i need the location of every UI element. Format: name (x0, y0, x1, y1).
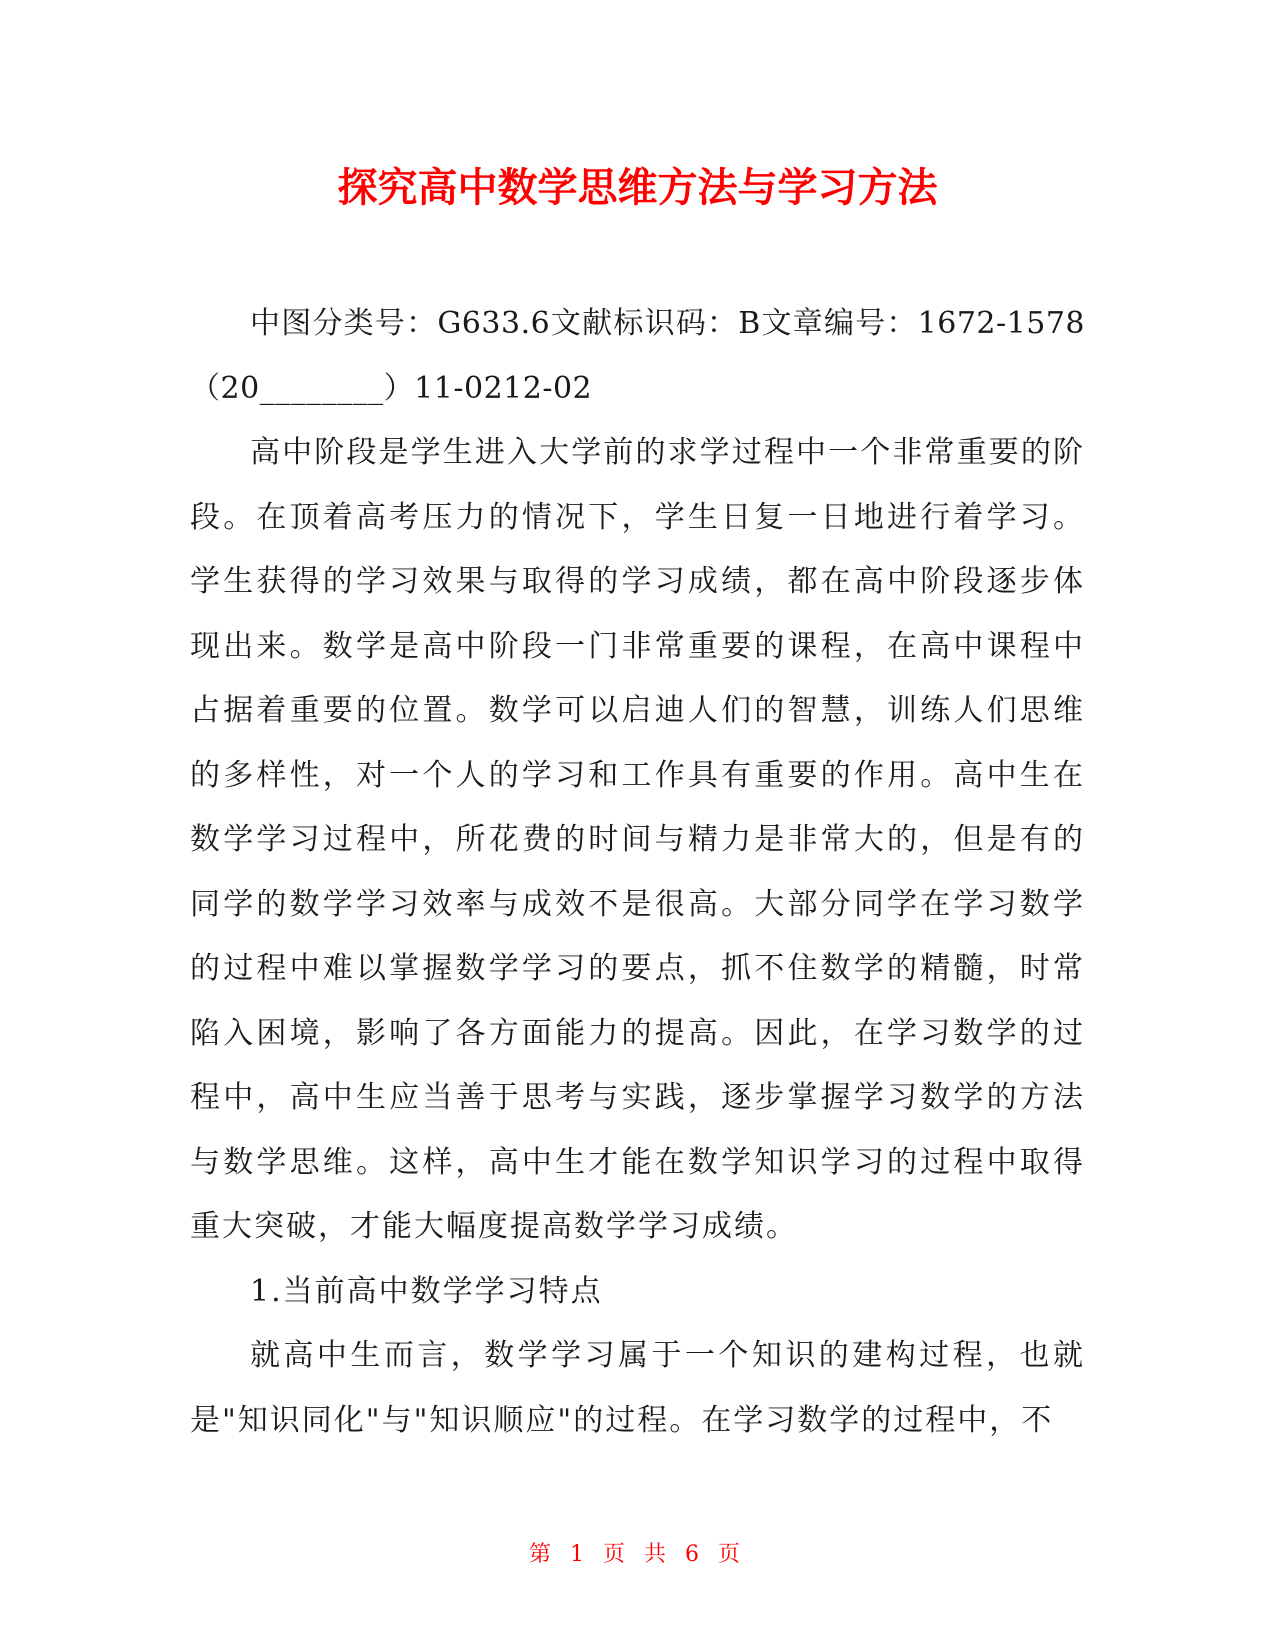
paragraph-section-1: 就高中生而言，数学学习属于一个知识的建构过程，也就是"知识同化"与"知识顺应"的过程。在学习数学的过程中，不 (190, 1338, 1085, 1438)
document-body (190, 292, 1085, 1453)
paragraph-intro: 高中阶段是学生进入大学前的求学过程中一个非常重要的阶段。在顶着高考压力的情况下，学生日复一日地进行着学习。学生获得的学习效果与取得的学习成绩，都在高中阶段逐步体现出来。数学是高中阶段一门非常重要的课程，在高中课程中占据着重要的位置。数学可以启迪人们的智慧，训练人们思维的多样性，对一个人的学习和工作具有重要的作用。高中生在数学学习过程中，所花费的时间与精力是非常大的，但是有的同学的数学学习效率与成效不是很高。大部分同学在学习数学的过程中难以掌握数学学习的要点，抓不住数学的精髓，时常陷入困境，影响了各方面能力的提高。因此，在学习数学的过程中，高中生应当善于思考与实践，逐步掌握学习数学的方法与数学思维。这样，高中生才能在数学知识学习的过程中取得重大突破，才能大幅度提高数学学习成绩。 (190, 435, 1085, 1244)
classification-meta: 中图分类号：G633.6文献标识码：B文章编号：1672-1578（20________）11-0212-02 (190, 306, 1085, 406)
section-heading: 1.当前高中数学学习特点 (250, 1273, 603, 1309)
page-number-footer: 第 1 页 共 6 页 (529, 1542, 746, 1567)
document-title: 探究高中数学思维方法与学习方法 (337, 165, 938, 211)
